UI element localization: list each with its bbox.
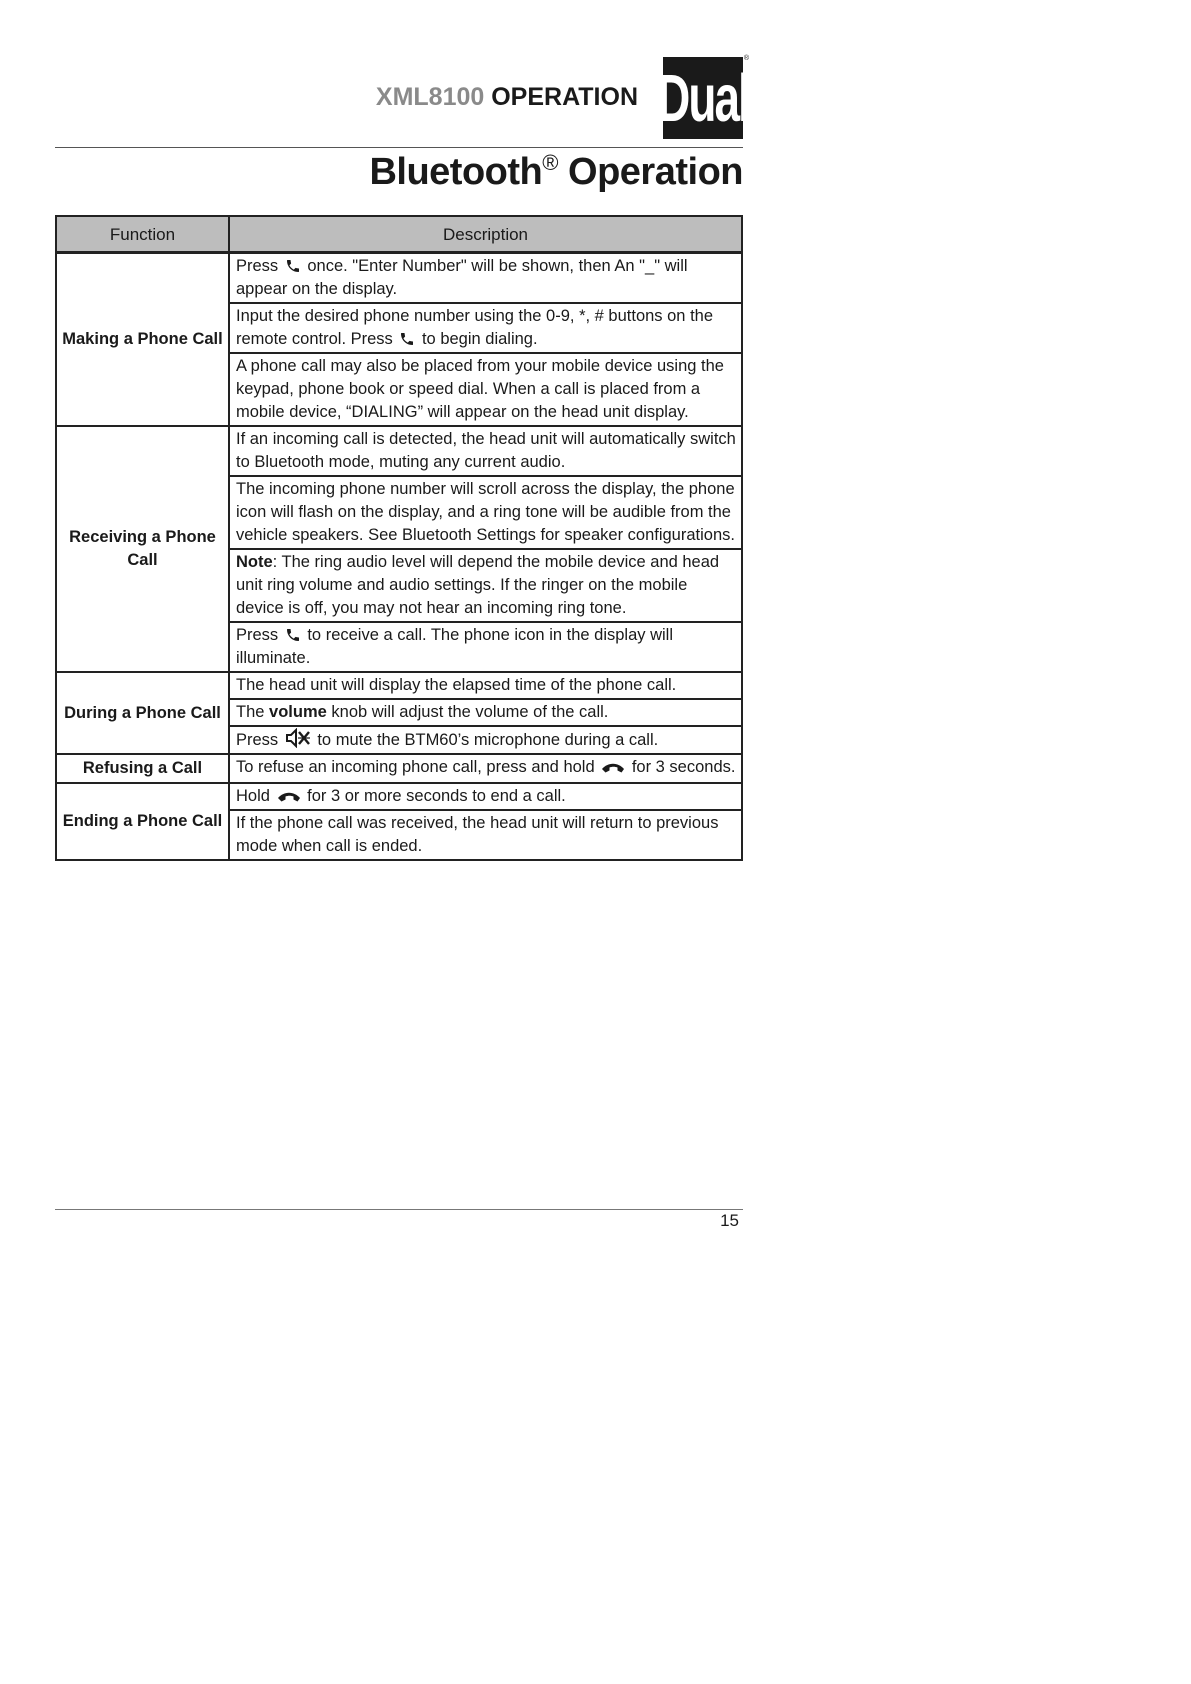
phone-call-icon	[285, 627, 301, 643]
header-divider	[55, 147, 743, 148]
description-cell: To refuse an incoming phone call, press and hold for 3 seconds.	[229, 754, 742, 783]
volume-keyword: volume	[269, 703, 327, 721]
description-cell: Press to mute the BTM60’s microphone during a call.	[229, 726, 742, 754]
description-cell: Press once. "Enter Number" will be shown, then An "_" will appear on the display.	[229, 253, 742, 304]
model-operation-title	[376, 83, 638, 112]
phone-hangup-icon	[277, 790, 301, 804]
phone-call-icon	[285, 258, 301, 274]
description-cell: If an incoming call is detected, the head unit will automatically switch to Bluetooth mode, muting any current audio.	[229, 426, 742, 476]
function-refusing-call: Refusing a Call	[56, 754, 229, 783]
table-row	[56, 426, 742, 476]
function-making-call: Making a Phone Call	[56, 253, 229, 427]
table-row	[56, 783, 742, 810]
footer-divider	[55, 1209, 743, 1210]
model-name: XML8100	[375, 83, 485, 111]
description-cell: The head unit will display the elapsed time of the phone call.	[229, 672, 742, 699]
table-row	[56, 754, 742, 783]
description-cell: A phone call may also be placed from your mobile device using the keypad, phone book or speed dial. When a call is placed from a mobile device, “DIALING” will appear on the head unit display.	[229, 353, 742, 426]
function-ending-call: Ending a Phone Call	[56, 783, 229, 860]
page-header	[55, 55, 749, 145]
note-label: Note	[236, 553, 273, 571]
description-cell: Note: The ring audio level will depend the mobile device and head unit ring volume and audio settings. If the ringer on the mobile device is off, you may not hear an incoming ring tone.	[229, 549, 742, 622]
description-cell: The incoming phone number will scroll across the display, the phone icon will flash on the display, and a ring tone will be audible from the vehicle speakers. See Bluetooth Settings for speaker configurations.	[229, 476, 742, 549]
description-cell: Hold for 3 or more seconds to end a call.	[229, 783, 742, 810]
bluetooth-function-table	[55, 215, 743, 861]
table-row	[56, 672, 742, 699]
table-header-row	[56, 216, 742, 253]
operation-label: OPERATION	[491, 83, 638, 111]
description-cell: The volume knob will adjust the volume of the call.	[229, 699, 742, 726]
function-during-call: During a Phone Call	[56, 672, 229, 754]
phone-hangup-icon	[601, 761, 625, 775]
logo-registered-mark: ®	[743, 55, 749, 62]
registered-mark: ®	[542, 150, 558, 175]
description-cell: Press to receive a call. The phone icon in the display will illuminate.	[229, 622, 742, 672]
description-cell: Input the desired phone number using the 0-9, *, # buttons on the remote control. Press to begin dialing.	[229, 303, 742, 353]
function-receiving-call: Receiving a Phone Call	[56, 426, 229, 672]
page-title: Bluetooth® Operation	[369, 150, 743, 193]
logo-text: Dual	[657, 60, 749, 136]
page-number: 15	[720, 1211, 739, 1230]
description-cell: If the phone call was received, the head unit will return to previous mode when call is ended.	[229, 810, 742, 860]
phone-call-icon	[399, 331, 415, 347]
mute-microphone-icon	[285, 728, 311, 748]
dual-logo	[657, 55, 749, 139]
function-column-header: Function	[56, 216, 229, 253]
description-column-header: Description	[229, 216, 742, 253]
table-row	[56, 253, 742, 304]
